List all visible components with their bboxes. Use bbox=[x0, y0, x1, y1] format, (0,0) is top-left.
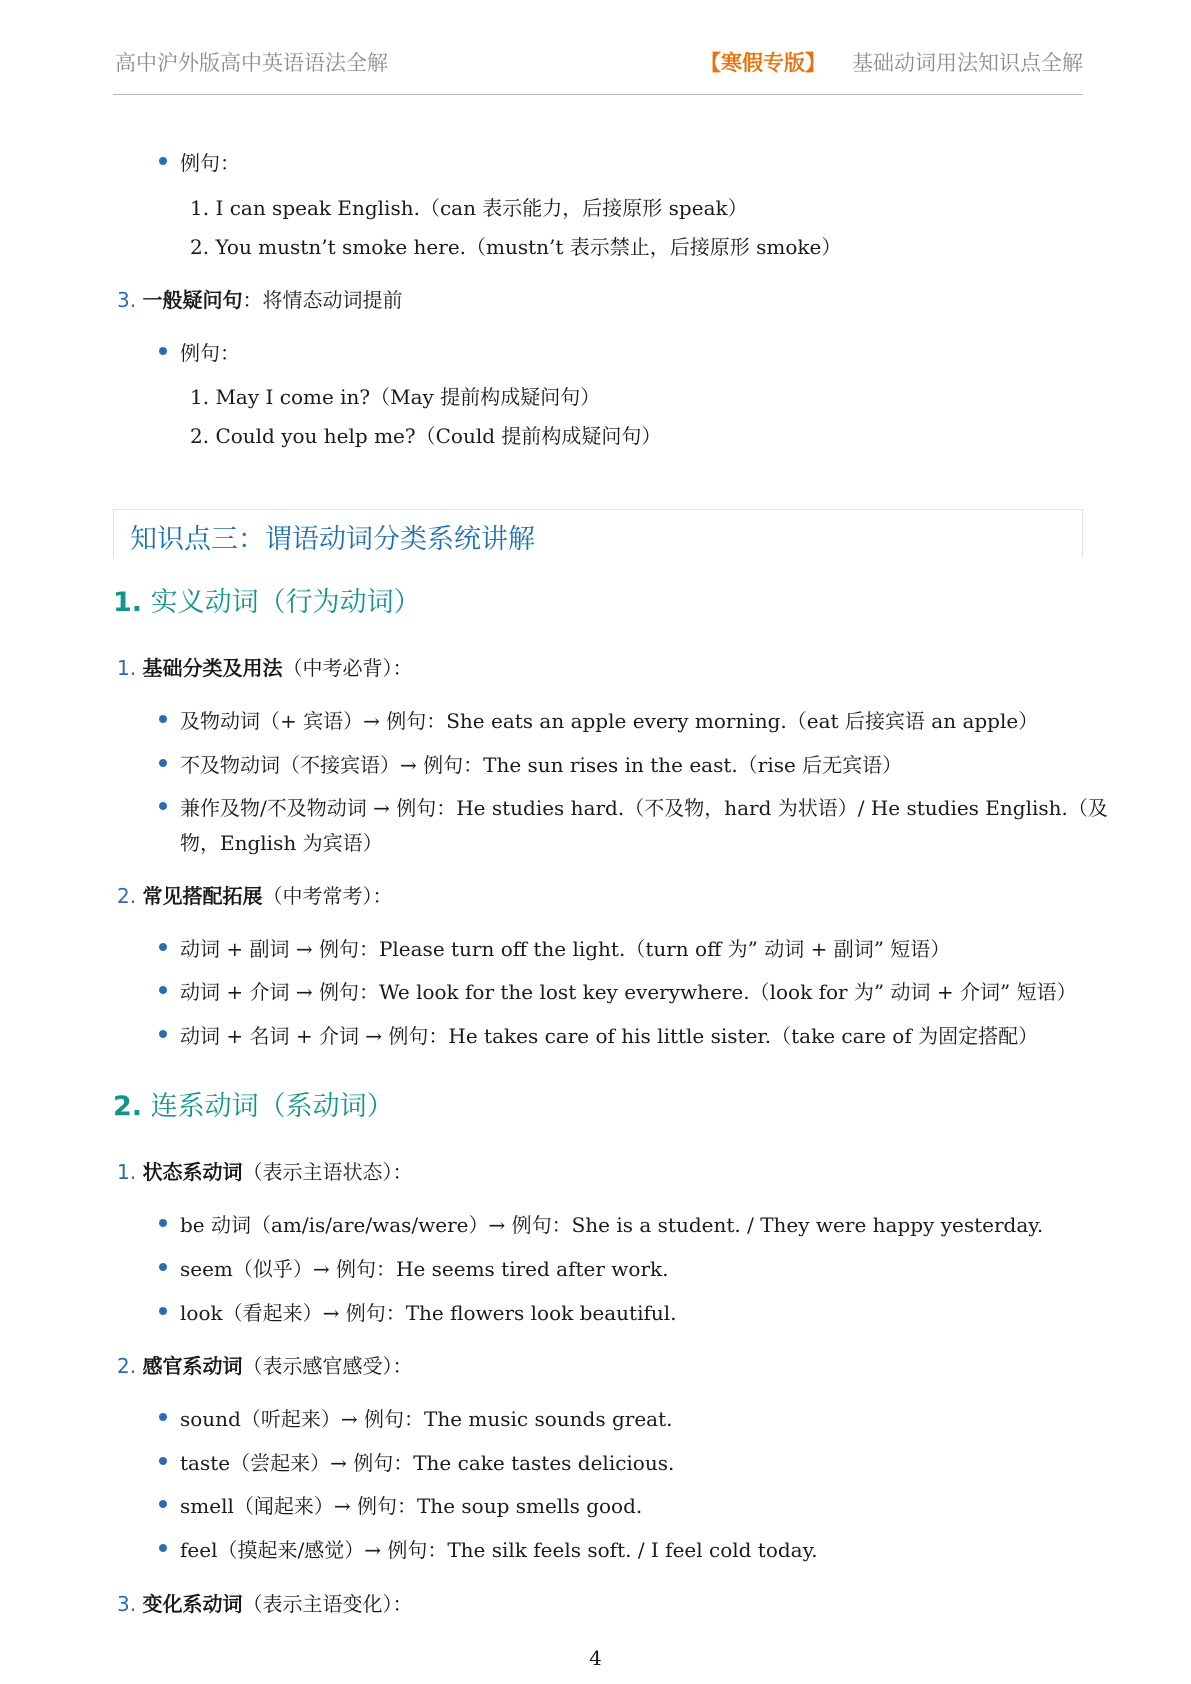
section-title: 连系动词（系动词） bbox=[142, 1091, 394, 1122]
knowledge-point-title: 知识点三：谓语动词分类系统讲解 bbox=[130, 524, 535, 555]
bullet-dot bbox=[159, 759, 167, 767]
point-title: 常见搭配拓展 bbox=[142, 884, 263, 908]
bullet-text: feel（摸起来/感觉）→ 例句：The silk feels soft. / I feel cold today. bbox=[180, 1538, 818, 1562]
bullet-dot bbox=[159, 1500, 167, 1508]
point-title: 感官系动词 bbox=[142, 1354, 243, 1378]
bullet-dot bbox=[159, 1413, 167, 1421]
book-title: 高中沪外版高中英语语法全解 bbox=[115, 51, 388, 75]
bullet-text: 动词 + 名词 + 介词 → 例句：He takes care of his little sister.（take care of 为固定搭配） bbox=[180, 1024, 1039, 1048]
point-number: 3. bbox=[117, 1592, 137, 1616]
bullet-text: seem（似乎）→ 例句：He seems tired after work. bbox=[180, 1257, 669, 1281]
point-title: 基础分类及用法 bbox=[142, 656, 283, 680]
point-desc: （表示主语状态）： bbox=[242, 1160, 413, 1184]
bullet-dot bbox=[159, 802, 167, 810]
section-heading bbox=[113, 1084, 394, 1123]
bullet-text: 物，English 为宾语） bbox=[180, 831, 383, 855]
point-desc: （中考常考）： bbox=[262, 884, 393, 908]
point-desc: （表示主语变化）： bbox=[242, 1592, 413, 1616]
bullet-text: 兼作及物/不及物动词 → 例句：He studies hard.（不及物，hard 为状语）/ He studies English.（及 bbox=[180, 796, 1108, 820]
bullet-dot bbox=[159, 157, 167, 165]
numbered-point bbox=[117, 1588, 412, 1617]
point-desc: （表示感官感受）： bbox=[242, 1354, 413, 1378]
section-number: 2. bbox=[113, 1091, 143, 1122]
bullet-dot bbox=[159, 347, 167, 355]
example-line: 2. You mustn’t smoke here.（mustn’t 表示禁止，后接原形 smoke） bbox=[190, 235, 842, 259]
numbered-point bbox=[117, 1156, 412, 1185]
bullet-dot bbox=[159, 1457, 167, 1465]
page-number: 4 bbox=[589, 1646, 602, 1670]
bullet-dot bbox=[159, 943, 167, 951]
bullet-text: 动词 + 副词 → 例句：Please turn off the light.（turn off 为” 动词 + 副词” 短语） bbox=[180, 937, 951, 961]
bullet-text: be 动词（am/is/are/was/were）→ 例句：She is a student. / They were happy yesterday. bbox=[180, 1213, 1044, 1237]
point-number: 2. bbox=[117, 884, 137, 908]
point-number: 1. bbox=[117, 656, 137, 680]
bullet-text: 例句： bbox=[180, 151, 240, 175]
point-title: 状态系动词 bbox=[142, 1160, 243, 1184]
point-title: 一般疑问句 bbox=[142, 288, 243, 312]
bullet-text: 不及物动词（不接宾语）→ 例句：The sun rises in the east.（rise 后无宾语） bbox=[180, 753, 903, 777]
point-number: 1. bbox=[117, 1160, 137, 1184]
numbered-point bbox=[117, 652, 412, 681]
numbered-point bbox=[117, 284, 402, 313]
section-number: 1. bbox=[113, 587, 143, 618]
bullet-dot bbox=[159, 715, 167, 723]
bullet-dot bbox=[159, 1030, 167, 1038]
bullet-text: smell（闻起来）→ 例句：The soup smells good. bbox=[180, 1494, 643, 1518]
point-desc: ：将情态动词提前 bbox=[242, 288, 403, 312]
bullet-dot bbox=[159, 1307, 167, 1315]
point-desc: （中考必背）： bbox=[282, 656, 413, 680]
point-number: 2. bbox=[117, 1354, 137, 1378]
point-number: 3. bbox=[117, 288, 137, 312]
numbered-point bbox=[117, 1350, 412, 1379]
bullet-text: 动词 + 介词 → 例句：We look for the lost key everywhere.（look for 为” 动词 + 介词” 短语） bbox=[180, 980, 1077, 1004]
section-title: 实义动词（行为动词） bbox=[142, 587, 421, 618]
example-line: 1. May I come in?（May 提前构成疑问句） bbox=[190, 385, 601, 409]
example-line: 1. I can speak English.（can 表示能力，后接原形 speak） bbox=[190, 196, 748, 220]
chapter-title: 基础动词用法知识点全解 bbox=[852, 51, 1083, 75]
bullet-text: look（看起来）→ 例句：The flowers look beautiful. bbox=[180, 1301, 677, 1325]
bullet-text: taste（尝起来）→ 例句：The cake tastes delicious. bbox=[180, 1451, 675, 1475]
example-line: 2. Could you help me?（Could 提前构成疑问句） bbox=[190, 424, 662, 448]
bullet-text: sound（听起来）→ 例句：The music sounds great. bbox=[180, 1407, 673, 1431]
knowledge-point-box bbox=[113, 509, 1083, 558]
bullet-dot bbox=[159, 1544, 167, 1552]
edition-badge: 【寒假专版】 bbox=[700, 51, 826, 75]
numbered-point bbox=[117, 880, 392, 909]
point-title: 变化系动词 bbox=[142, 1592, 243, 1616]
bullet-text: 例句： bbox=[180, 341, 240, 365]
bullet-dot bbox=[159, 1263, 167, 1271]
bullet-text: 及物动词（+ 宾语）→ 例句：She eats an apple every morning.（eat 后接宾语 an apple） bbox=[180, 709, 1039, 733]
bullet-dot bbox=[159, 1219, 167, 1227]
section-heading bbox=[113, 580, 421, 619]
bullet-dot bbox=[159, 986, 167, 994]
